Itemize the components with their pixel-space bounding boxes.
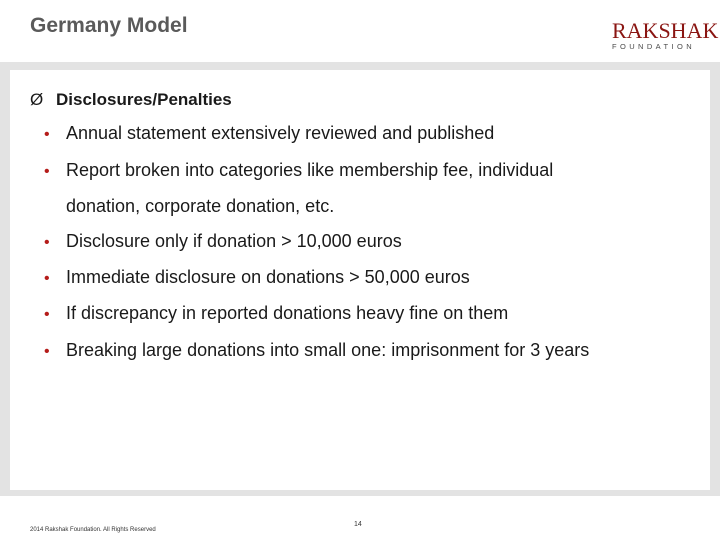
bullet-dot-icon: •	[44, 343, 50, 360]
bullet-dot-icon: •	[44, 234, 50, 251]
page-number: 14	[354, 521, 362, 528]
slide-title: Germany Model	[30, 14, 188, 37]
bullet-text: Breaking large donations into small one: imprisonment for 3 years	[66, 340, 590, 360]
bullet-item	[44, 123, 494, 144]
bullet-item	[44, 340, 589, 361]
bullet-text: If discrepancy in reported donations heavy fine on them	[66, 303, 509, 323]
logo-wordmark: RAKSHAK	[612, 18, 719, 43]
bullet-dot-icon: •	[44, 270, 50, 287]
bullet-item	[44, 267, 470, 288]
bullet-dot-icon: •	[44, 306, 50, 323]
bullet-text: Immediate disclosure on donations > 50,000 euros	[66, 267, 470, 287]
bullet-text: Report broken into categories like membership fee, individual	[66, 160, 554, 180]
bullet-dot-icon: •	[44, 163, 50, 180]
bullet-text: Annual statement extensively reviewed and published	[66, 123, 495, 143]
footer-copyright: 2014 Rakshak Foundation. All Rights Reserved	[30, 527, 156, 533]
section-heading	[30, 90, 232, 110]
bullet-item	[44, 160, 553, 181]
logo-subtitle: FOUNDATION	[612, 42, 696, 51]
bullet-item	[44, 231, 402, 252]
bullet-continuation: donation, corporate donation, etc.	[66, 196, 335, 216]
bullet-item	[44, 303, 508, 324]
arrow-bullet-icon: Ø	[30, 90, 44, 109]
section-heading-text: Disclosures/Penalties	[56, 90, 232, 109]
bullet-text: Disclosure only if donation > 10,000 euros	[66, 231, 402, 251]
rakshak-foundation-logo	[612, 18, 719, 51]
bullet-dot-icon: •	[44, 126, 50, 143]
